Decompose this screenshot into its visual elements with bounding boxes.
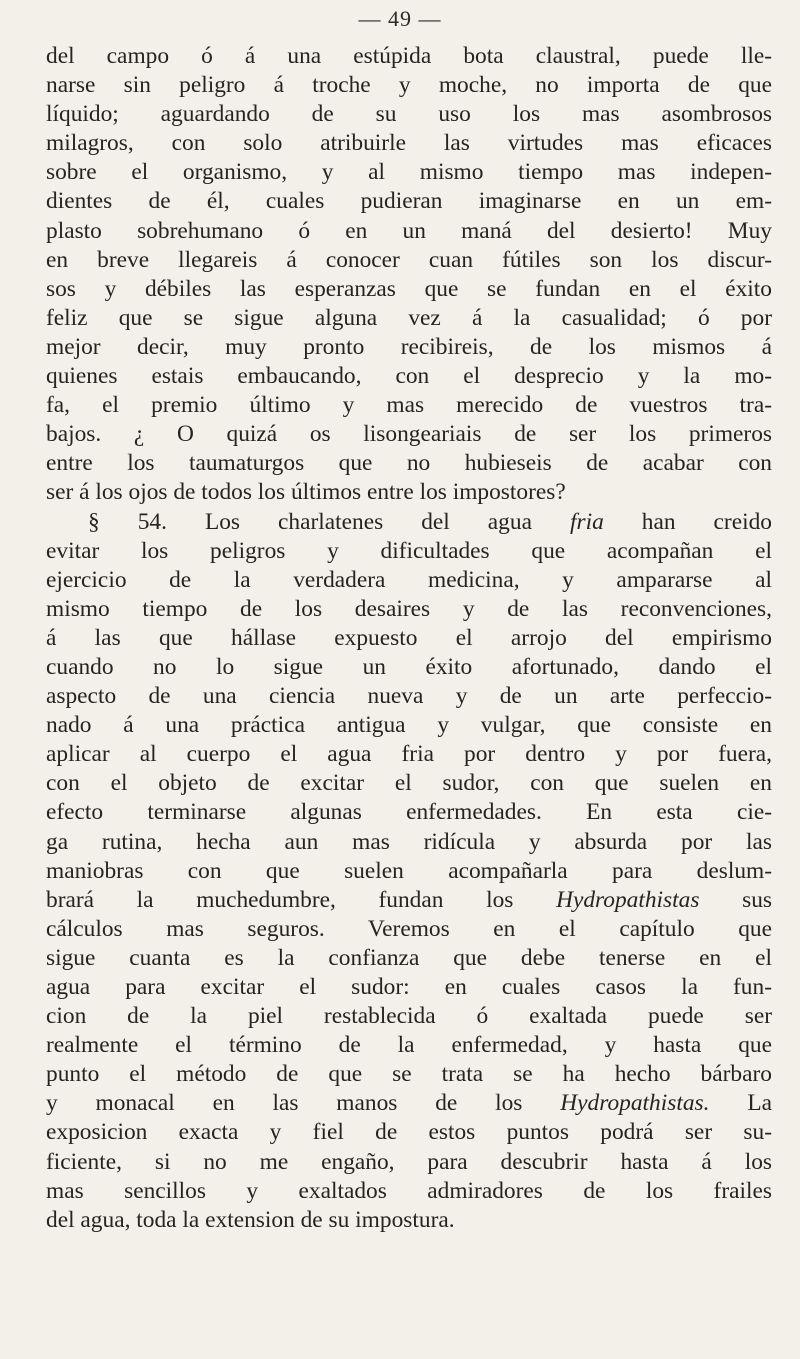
text-segment: ficiente, si no me engaño, para descubrir hasta á los (46, 1148, 772, 1175)
italic-segment: Hydropathistas. (560, 1090, 710, 1117)
text-segment: aplicar al cuerpo el agua fria por dentro y por fuera, (46, 741, 772, 768)
text-line (46, 391, 772, 420)
text-line (46, 740, 772, 769)
text-line (46, 1148, 772, 1177)
text-line (46, 653, 772, 682)
text-segment: quienes estais embaucando, con el desprecio y la mo- (46, 363, 772, 390)
text-segment: efecto terminarse algunas enfermedades. En esta cie- (46, 799, 772, 826)
text-segment: bajos. ¿ O quizá os lisongeariais de ser los primeros (46, 421, 772, 448)
text-segment: feliz que se sigue alguna vez á la casualidad; ó por (46, 304, 772, 331)
text-line (46, 944, 772, 973)
text-segment: mismo tiempo de los desaires y de las reconvenciones, (46, 595, 772, 622)
text-line (46, 449, 772, 478)
text-segment: sus (699, 886, 773, 913)
text-segment: cálculos mas seguros. Veremos en el capítulo que (46, 915, 772, 942)
text-segment: nado á una práctica antigua y vulgar, que consiste en (46, 712, 772, 739)
text-segment: agua para excitar el sudor: en cuales casos la fun- (46, 974, 772, 1000)
text-line (46, 1118, 772, 1147)
text-segment: sigue cuanta es la confianza que debe tenerse en el (46, 944, 772, 971)
text-segment: narse sin peligro á troche y moche, no importa de que (46, 72, 772, 99)
text-segment: brará la muchedumbre, fundan los (46, 886, 557, 913)
body-text (46, 42, 772, 1235)
text-segment: punto el método de que se trata se ha hecho bárbaro (46, 1061, 772, 1088)
text-line (46, 798, 772, 827)
text-line (46, 508, 772, 537)
text-line (46, 711, 772, 740)
text-line (46, 362, 772, 391)
text-line (46, 246, 772, 275)
text-line (46, 973, 772, 1002)
text-line (46, 886, 772, 915)
text-segment: ejercicio de la verdadera medicina, y ampararse al (46, 566, 772, 593)
text-line (46, 915, 772, 944)
text-segment: cion de la piel restablecida ó exaltada puede ser (46, 1003, 772, 1030)
text-line (46, 420, 772, 449)
text-line (46, 624, 772, 653)
text-line (46, 304, 772, 333)
text-segment: plasto sobrehumano ó en un maná del desierto! Muy (46, 217, 772, 244)
text-line (46, 71, 772, 100)
text-line (46, 828, 772, 857)
text-segment: sos y débiles las esperanzas que se fundan en el éxito (46, 275, 772, 302)
text-line (46, 682, 772, 711)
text-segment: ser á los ojos de todos los últimos entre los impostores? (46, 479, 566, 506)
text-segment: entre los taumaturgos que no hubieseis de acabar con (46, 450, 772, 477)
text-segment: aspecto de una ciencia nueva y de un arte perfeccio- (46, 683, 772, 710)
text-line (46, 275, 772, 304)
text-segment: mas sencillos y exaltados admiradores de los frailes (46, 1177, 772, 1204)
text-segment: con el objeto de excitar el sudor, con que suelen en (46, 770, 772, 797)
text-line (46, 1002, 772, 1031)
text-line (46, 566, 772, 595)
text-segment: en breve llegareis á conocer cuan fútiles son los discur- (46, 246, 772, 273)
text-segment: La (709, 1090, 772, 1117)
text-segment: evitar los peligros y dificultades que acompañan el (46, 537, 772, 564)
text-line (46, 129, 772, 158)
text-line (46, 537, 772, 566)
text-segment: del campo ó á una estúpida bota claustral, puede lle- (46, 43, 772, 69)
page-number: — 49 — (358, 6, 442, 31)
text-segment: ga rutina, hecha aun mas ridícula y absurda por las (46, 828, 772, 855)
text-segment: líquido; aguardando de su uso los mas asombrosos (46, 101, 772, 128)
text-segment: realmente el término de la enfermedad, y hasta que (46, 1032, 772, 1059)
text-segment: mejor decir, muy pronto recibireis, de los mismos á (46, 333, 772, 360)
text-segment: y monacal en las manos de los (46, 1090, 561, 1117)
text-line (46, 100, 772, 129)
text-segment: del agua, toda la extension de su impostura. (46, 1206, 455, 1233)
text-segment: han creido (603, 508, 772, 535)
text-line (46, 595, 772, 624)
text-line (46, 1060, 772, 1089)
text-line (46, 217, 772, 246)
text-segment: milagros, con solo atribuirle las virtudes mas eficaces (46, 130, 772, 157)
text-line (46, 1206, 772, 1235)
text-segment: cuando no lo sigue un éxito afortunado, dando el (46, 653, 772, 680)
text-line (46, 1031, 772, 1060)
text-segment: exposicion exacta y fiel de estos puntos podrá ser su- (46, 1119, 772, 1146)
text-line (46, 187, 772, 216)
text-line (46, 1089, 772, 1118)
italic-segment: fria (569, 508, 604, 535)
text-segment: maniobras con que suelen acompañarla para deslum- (46, 857, 772, 884)
text-segment: fa, el premio último y mas merecido de vuestros tra- (46, 392, 772, 419)
text-line (46, 158, 772, 187)
text-segment: dientes de él, cuales pudieran imaginarse en un em- (46, 188, 772, 215)
italic-segment: Hydropathistas (556, 886, 700, 913)
text-line (46, 478, 772, 507)
text-line (46, 1177, 772, 1206)
text-line (46, 42, 772, 71)
text-segment: § 54. Los charlatenes del agua (88, 508, 570, 535)
text-line (46, 333, 772, 362)
text-line (46, 857, 772, 886)
text-segment: á las que hállase expuesto el arrojo del empirismo (46, 624, 772, 651)
text-segment: sobre el organismo, y al mismo tiempo mas indepen- (46, 159, 772, 186)
text-line (46, 769, 772, 798)
